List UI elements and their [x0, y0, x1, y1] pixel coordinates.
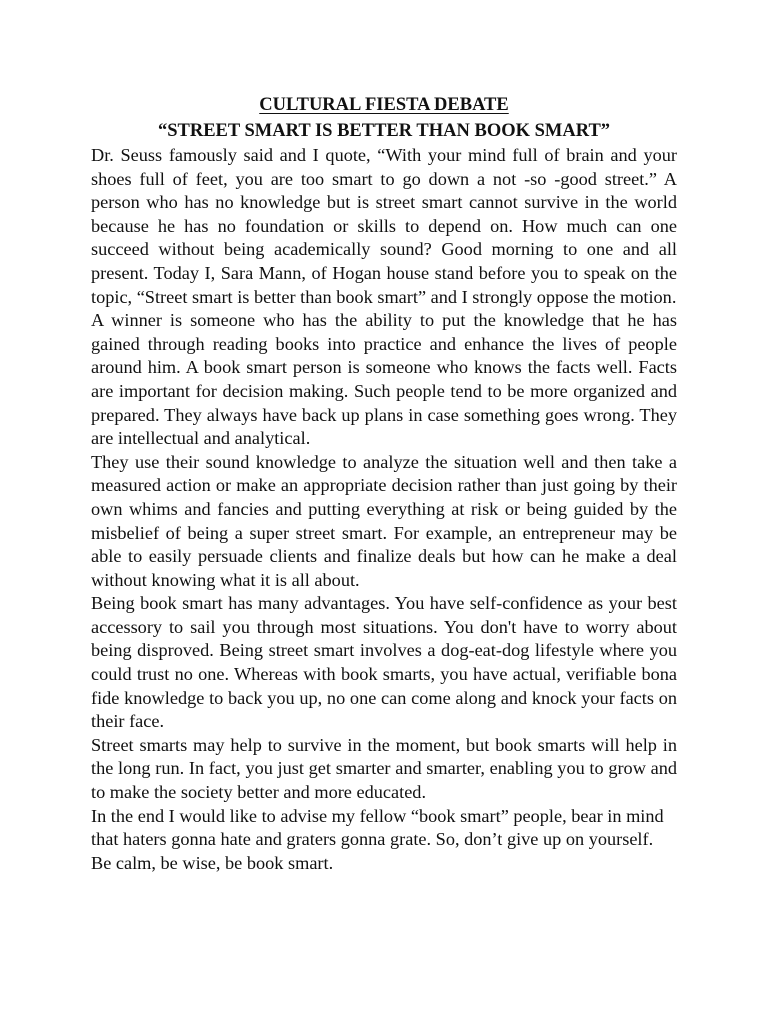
paragraph-intro: Dr. Seuss famously said and I quote, “With your mind full of brain and your shoes full of feet, you are too smart to go down a not -so -good street.” A person who has no knowledge but is street smart cannot survive in the world because he has no foundation or skills to depend on. How much can one succeed without being academically sound? Good morning to one and all present. Today I, Sara Mann, of Hogan house stand before you to speak on the topic, “Street smart is better than book smart” and I strongly oppose the motion. [91, 145, 677, 307]
paragraph-advantages: Being book smart has many advantages. You have self-confidence as your best accessory to sail you through most situations. You don't have to worry about being disproved. Being street smart involves a dog-eat-dog lifestyle where you could trust no one. Whereas with book smarts, you have actual, verifiable bona fide knowledge to back you up, no one can come along and knock your facts on their face. [91, 593, 677, 732]
paragraph-long-run: Street smarts may help to survive in the moment, but book smarts will help in the long run. In fact, you just get smarter and smarter, enabling you to grow and to make the society better and more educated. [91, 734, 677, 803]
document-subtitle: “STREET SMART IS BETTER THAN BOOK SMART” [157, 121, 611, 141]
document-body [91, 144, 677, 875]
paragraph-winner: A winner is someone who has the ability to put the knowledge that he has gained through reading books into practice and enhance the lives of people around him. A book smart person is someone who knows the facts well. Facts are important for decision making. Such people tend to be more organized and prepared. They always have back up plans in case something goes wrong. They are intellectual and analytical. [91, 310, 677, 449]
paragraph-conclusion: In the end I would like to advise my fellow “book smart” people, bear in mind that haters gonna hate and graters gonna grate. So, don’t give up on yourself. Be calm, be wise, be book smart. [91, 805, 664, 873]
document-title: CULTURAL FIESTA DEBATE [259, 95, 509, 115]
paragraph-sound-knowledge: They use their sound knowledge to analyze the situation well and then take a measured action or make an appropriate decision rather than just going by their own whims and fancies and putting everything at risk or being guided by the misbelief of being a super street smart. For example, an entrepreneur may be able to easily persuade clients and finalize deals but how can he make a deal without knowing what it is all about. [91, 451, 677, 590]
